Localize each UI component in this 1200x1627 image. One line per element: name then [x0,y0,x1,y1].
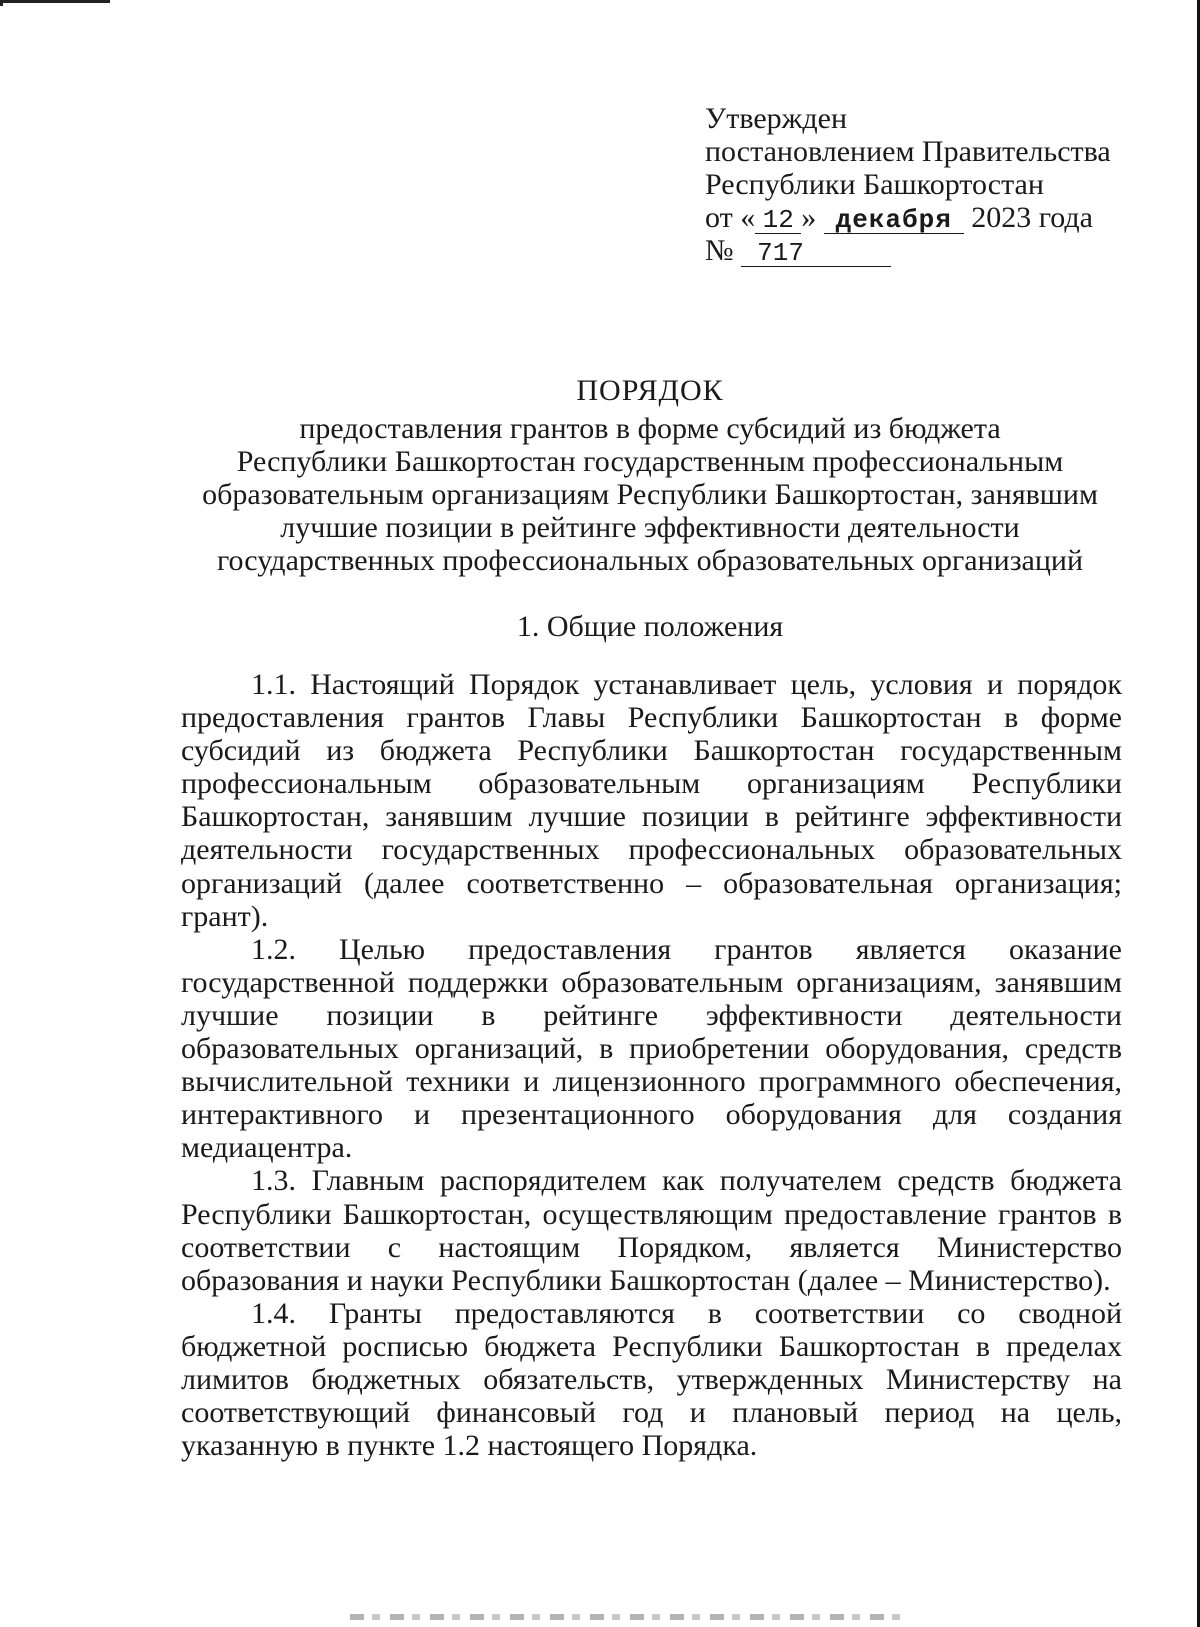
document-title-block [120,374,1180,577]
document-subtitle [120,412,1180,577]
section-heading: 1. Общие положения [516,610,784,643]
document-body [181,668,1122,1462]
subtitle-line: предоставления грантов в форме субсидий из бюджета [299,412,1001,445]
date-year: 2023 года [971,201,1093,234]
scan-border-corner [0,0,3,6]
date-mid: » [801,201,817,234]
approved-republic: Республики Башкортостан [705,168,1044,201]
scan-artifact [350,1614,910,1620]
number-prefix: № [705,234,734,267]
date-month: декабря [824,207,964,234]
scan-border-top [0,0,110,3]
approval-number-line [705,234,1111,267]
approved-label: Утвержден [705,102,848,135]
approval-stamp-block [705,102,1111,267]
paragraph-1-3: 1.3. Главным распорядителем как получателем средств бюджета Республики Башкортостан, осуществляющим предоставление грантов в соответствии с настоящим Порядком, является Министерство образования и науки Республики Башкортостан (далее – Министерство). [181,1164,1122,1297]
paragraph-1-1: 1.1. Настоящий Порядок устанавливает цель, условия и порядок предоставления грантов Главы Республики Башкортостан в форме субсидий из бюджета Республики Башкортостан государственным профессиональным образовательным организациям Республики Башкортостан, занявшим лучшие позиции в рейтинге эффективности деятельности государственных профессиональных образовательных организаций (далее соответственно – образовательная организация; грант). [181,668,1122,933]
subtitle-line: образовательным организациям Республики Башкортостан, занявшим [202,478,1098,511]
approved-by-decree: постановлением Правительства [705,135,1111,168]
document-title: ПОРЯДОК [576,374,724,407]
paragraph-1-4: 1.4. Гранты предоставляются в соответствии со сводной бюджетной росписью бюджета Республики Башкортостан в пределах лимитов бюджетных обязательств, утвержденных Министерству на соответствующий финансовый год и плановый период на цель, указанную в пункте 1.2 настоящего Порядка. [181,1296,1122,1463]
paragraph-1-2: 1.2. Целью предоставления грантов является оказание государственной поддержки образовательным организациям, занявшим лучшие позиции в рейтинге эффективности деятельности образовательных организаций, в приобретении оборудования, средств вычислительной техники и лицензионного программного обеспечения, интерактивного и презентационного оборудования для создания медиацентра. [181,932,1122,1165]
date-prefix: от « [705,201,756,234]
decree-number: 717 [741,240,891,267]
subtitle-line: Республики Башкортостан государственным профессиональным [236,445,1064,478]
date-day: 12 [755,207,801,234]
subtitle-line: лучшие позиции в рейтинге эффективности деятельности [280,511,1020,544]
subtitle-line: государственных профессиональных образовательных организаций [216,544,1084,577]
approval-date-line [705,201,1111,234]
